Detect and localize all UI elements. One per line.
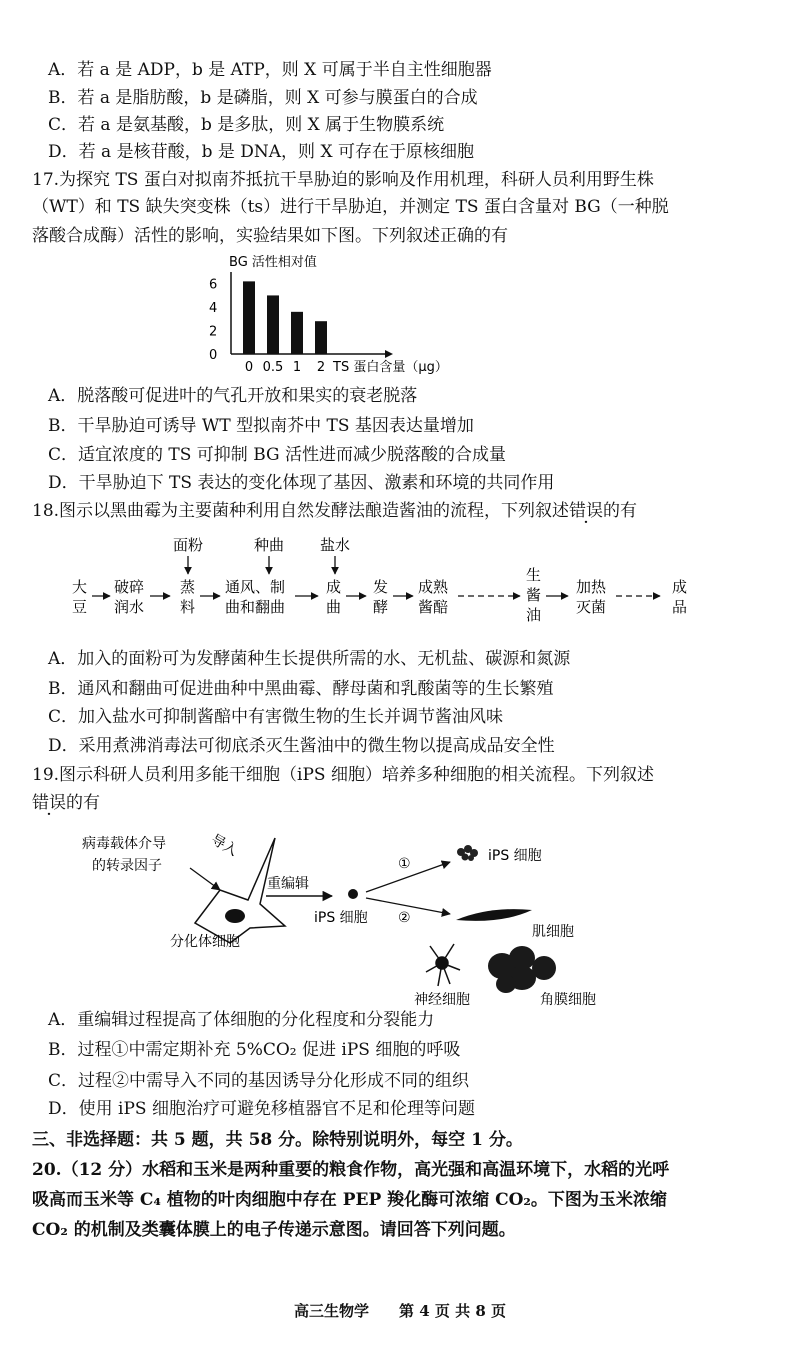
step-soybean bbox=[72, 578, 87, 616]
chart-bar-2 bbox=[315, 321, 327, 354]
svg-text:蒸: 蒸 bbox=[180, 578, 196, 596]
q16-option-b: B．若 a 是脂肪酸，b 是磷脂，则 X 可参与膜蛋白的合成 bbox=[48, 88, 478, 108]
q20-line-3: CO₂ 的机制及类囊体膜上的电子传递示意图。请回答下列问题。 bbox=[32, 1220, 516, 1240]
step-ferment bbox=[373, 578, 388, 616]
svg-text:酱: 酱 bbox=[526, 586, 542, 604]
svg-text:润水: 润水 bbox=[114, 598, 145, 616]
svg-text:成熟: 成熟 bbox=[418, 578, 449, 596]
cornea-cells-icon bbox=[488, 946, 556, 993]
q16-option-a: A．若 a 是 ADP，b 是 ATP，则 X 可属于半自主性细胞器 bbox=[48, 60, 492, 80]
q19-option-b: B．过程①中需定期补充 5%CO₂ 促进 iPS 细胞的呼吸 bbox=[48, 1040, 461, 1060]
svg-text:生: 生 bbox=[526, 566, 542, 584]
svg-text:曲: 曲 bbox=[326, 598, 342, 616]
q19-option-a: A．重编辑过程提高了体细胞的分化程度和分裂能力 bbox=[48, 1010, 435, 1030]
chart-ylabel: BG 活性相对值 bbox=[229, 255, 317, 270]
q19-stem-line-2 bbox=[32, 791, 100, 815]
step-mature-moromi bbox=[418, 578, 449, 616]
svg-text:品: 品 bbox=[672, 598, 688, 616]
svg-text:破碎: 破碎 bbox=[114, 578, 145, 596]
q18-stem-text: 18.图示以黑曲霉为主要菌种利用自然发酵法酿造酱油的流程，下列叙述 bbox=[32, 501, 570, 521]
q17-option-a: A．脱落酸可促进叶的气孔开放和果实的衰老脱落 bbox=[48, 386, 418, 406]
soy-sauce-flow-diagram bbox=[20, 532, 780, 642]
step-raw-soy-sauce bbox=[526, 566, 541, 624]
chart-xtick-1: 0.5 bbox=[262, 360, 284, 375]
q18-option-a: A．加入的面粉可为发酵菌种生长提供所需的水、无机盐、碳源和氮源 bbox=[48, 649, 571, 669]
svg-text:料: 料 bbox=[180, 598, 196, 616]
chart-bar-0 bbox=[243, 281, 255, 354]
svg-text:发: 发 bbox=[373, 578, 389, 596]
svg-text:成: 成 bbox=[672, 578, 688, 596]
ips-cell-diagram bbox=[70, 818, 630, 1008]
chart-ytick-1: 2 bbox=[209, 324, 218, 340]
q17-stem-line-1: 17.为探究 TS 蛋白对拟南芥抵抗干旱胁迫的影响及作用机理，科研人员利用野生株 bbox=[32, 170, 654, 190]
svg-text:通风、制: 通风、制 bbox=[225, 578, 286, 596]
chart-bar-0.5 bbox=[267, 295, 279, 354]
q18-stem bbox=[32, 499, 637, 523]
cornea-cell-label: 角膜细胞 bbox=[540, 992, 596, 1008]
somatic-cell-label: 分化体细胞 bbox=[170, 934, 240, 950]
chart-x-arrow bbox=[385, 350, 393, 358]
vector-label-1: 病毒载体介导 bbox=[82, 836, 166, 852]
bg-activity-chart bbox=[195, 250, 495, 375]
input-brine: 盐水 bbox=[320, 536, 351, 554]
q16-option-d: D．若 a 是核苷酸，b 是 DNA，则 X 可存在于原核细胞 bbox=[48, 142, 474, 162]
svg-text:豆: 豆 bbox=[72, 598, 88, 616]
q18-option-b: B．通风和翻曲可促进曲种中黑曲霉、酵母菌和乳酸菌等的生长繁殖 bbox=[48, 679, 554, 699]
somatic-nucleus-icon bbox=[225, 909, 245, 923]
q17-stem-line-3: 落酸合成酶）活性的影响，实验结果如下图。下列叙述正确的有 bbox=[32, 226, 508, 246]
svg-text:成: 成 bbox=[326, 578, 342, 596]
q20-line-1: 20.（12 分）水稻和玉米是两种重要的粮食作物，高光强和高温环境下，水稻的光呼 bbox=[32, 1160, 670, 1180]
q17-stem-line-2: （WT）和 TS 缺失突变株（ts）进行干旱胁迫，并测定 TS 蛋白含量对 BG（一种脱 bbox=[32, 197, 669, 217]
neuron-icon bbox=[426, 944, 460, 986]
step-koji-making bbox=[225, 578, 285, 616]
neuron-label: 神经细胞 bbox=[414, 992, 470, 1008]
step-product bbox=[672, 578, 687, 616]
muscle-cell-icon bbox=[456, 909, 532, 921]
q19-stem-line-1: 19.图示科研人员利用多能干细胞（iPS 细胞）培养多种细胞的相关流程。下列叙述 bbox=[32, 765, 654, 785]
chart-xtick-0: 0 bbox=[244, 360, 254, 375]
section-3-heading: 三、非选择题：共 5 题，共 58 分。除特别说明外，每空 1 分。 bbox=[32, 1130, 523, 1150]
chart-ytick-0: 0 bbox=[209, 348, 218, 363]
q18-stem-emphasis: 错误 bbox=[569, 501, 604, 521]
q19-stem-emphasis: 错误 bbox=[32, 793, 66, 813]
svg-text:灭菌: 灭菌 bbox=[576, 598, 607, 616]
q17-option-b: B．干旱胁迫可诱导 WT 型拟南芥中 TS 基因表达量增加 bbox=[48, 416, 474, 436]
q18-option-d: D．采用煮沸消毒法可彻底杀灭生酱油中的微生物以提高成品安全性 bbox=[48, 736, 555, 756]
q18-option-c: C．加入盐水可抑制酱醅中有害微生物的生长并调节酱油风味 bbox=[48, 707, 504, 727]
q19-option-c: C．过程②中需导入不同的基因诱导分化形成不同的组织 bbox=[48, 1071, 470, 1091]
chart-bar-1 bbox=[291, 312, 303, 354]
svg-text:酱醅: 酱醅 bbox=[418, 598, 449, 616]
vector-label-2: 的转录因子 bbox=[92, 858, 162, 874]
q19-option-d: D．使用 iPS 细胞治疗可避免移植器官不足和伦理等问题 bbox=[48, 1099, 475, 1119]
import-arrow bbox=[190, 868, 220, 890]
q19-stem-end: 的有 bbox=[66, 793, 100, 813]
process-1-label: ① bbox=[398, 856, 411, 872]
process-2-label: ② bbox=[398, 910, 411, 926]
ips-cell-icon bbox=[348, 889, 358, 899]
ips-cell-label: iPS 细胞 bbox=[314, 910, 368, 926]
svg-text:油: 油 bbox=[526, 606, 542, 624]
step-sterilize bbox=[576, 578, 607, 616]
muscle-cell-label: 肌细胞 bbox=[532, 924, 574, 940]
ips-colony-icon bbox=[457, 845, 478, 861]
chart-xtick-3: 2 bbox=[316, 360, 326, 375]
reprogram-label: 重编辑 bbox=[267, 876, 309, 892]
input-starter: 种曲 bbox=[254, 536, 285, 554]
chart-xlabel: TS 蛋白含量（μg） bbox=[333, 360, 448, 375]
import-label: 导入 bbox=[208, 831, 241, 860]
chart-ytick-2: 4 bbox=[209, 301, 218, 317]
svg-text:曲和翻曲: 曲和翻曲 bbox=[225, 598, 286, 616]
page-footer: 高三生物学 第 4 页 共 8 页 bbox=[294, 1302, 506, 1320]
step-koji bbox=[326, 578, 341, 616]
q20-line-2: 吸高而玉米等 C₄ 植物的叶肉细胞中存在 PEP 羧化酶可浓缩 CO₂。下图为玉米浓缩 bbox=[32, 1190, 667, 1210]
chart-xtick-2: 1 bbox=[292, 360, 302, 375]
q16-option-c: C．若 a 是氨基酸，b 是多肽，则 X 属于生物膜系统 bbox=[48, 115, 445, 135]
svg-text:酵: 酵 bbox=[373, 598, 389, 616]
step-crush-soak bbox=[114, 578, 144, 616]
svg-text:加热: 加热 bbox=[576, 578, 607, 596]
q17-option-d: D．干旱胁迫下 TS 表达的变化体现了基因、激素和环境的共同作用 bbox=[48, 473, 555, 493]
ips-output-label: iPS 细胞 bbox=[488, 848, 542, 864]
input-flour: 面粉 bbox=[173, 536, 204, 554]
q17-option-c: C．适宜浓度的 TS 可抑制 BG 活性进而减少脱落酸的合成量 bbox=[48, 445, 506, 465]
q18-stem-end: 的有 bbox=[603, 501, 638, 521]
chart-ytick-3: 6 bbox=[209, 277, 218, 293]
step-steam bbox=[180, 578, 195, 616]
svg-text:大: 大 bbox=[72, 578, 88, 596]
